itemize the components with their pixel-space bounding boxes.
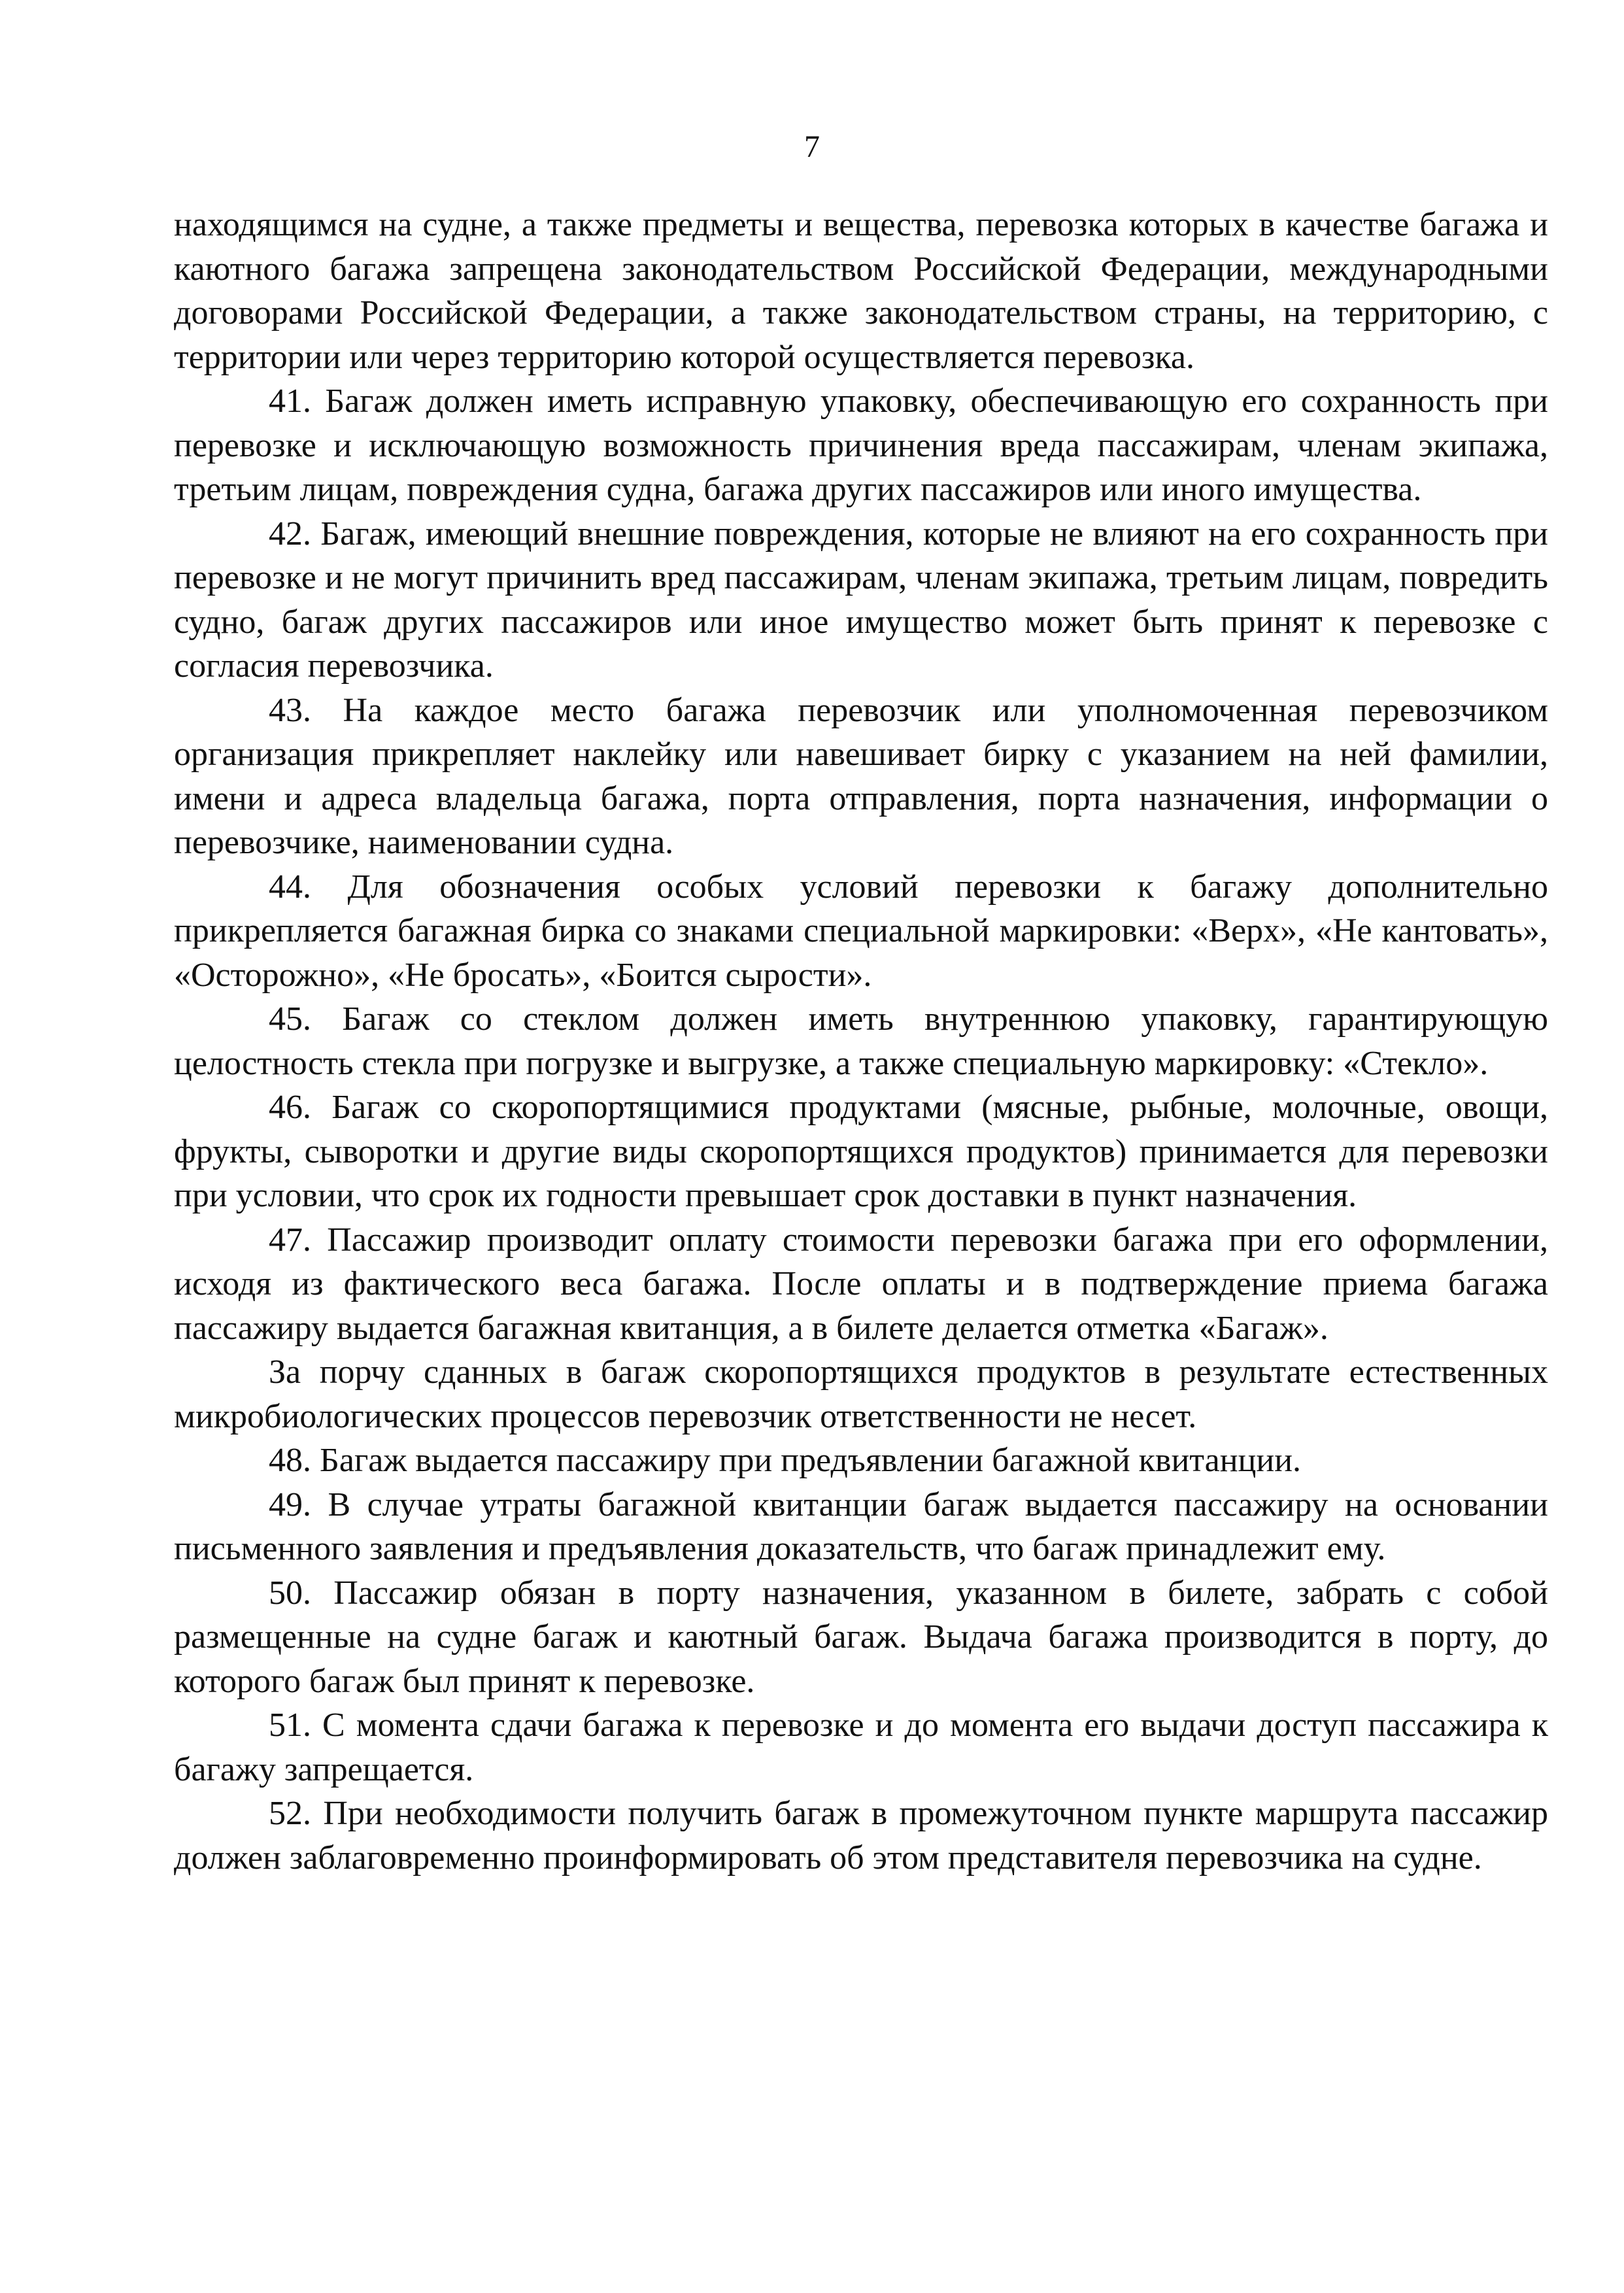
paragraph-41: 41. Багаж должен иметь исправную упаковку, обеспечивающую его сохранность при перевозке и исключающую возможность причинения вреда пассажирам, членам экипажа, третьим лицам, повреждения судна, багажа других пассажиров или иного имущества. bbox=[174, 382, 1548, 508]
document-body bbox=[174, 203, 1548, 1880]
paragraph-45: 45. Багаж со стеклом должен иметь внутреннюю упаковку, гарантирующую целостность стекла при погрузке и выгрузке, а также специальную маркировку: «Стекло». bbox=[174, 1000, 1548, 1082]
paragraph-52: 52. При необходимости получить багаж в промежуточном пункте маршрута пассажир должен заблаговременно проинформировать об этом представителя перевозчика на судне. bbox=[174, 1795, 1548, 1877]
page-number: 7 bbox=[804, 129, 820, 164]
paragraph-43: 43. На каждое место багажа перевозчик или уполномоченная перевозчиком организация прикрепляет наклейку или навешивает бирку с указанием на ней фамилии, имени и адреса владельца багажа, порта отправления, порта назначения, информации о перевозчике, наименовании судна. bbox=[174, 691, 1548, 861]
paragraph-continuation: находящимся на судне, а также предметы и вещества, перевозка которых в качестве багажа и каютного багажа запрещена законодательством Российской Федерации, международными договорами Российской Федерации, а также законодательством страны, на территорию, с территории или через территорию которой осуществляется перевозка. bbox=[174, 206, 1548, 376]
paragraph-48: 48. Багаж выдается пассажиру при предъявлении багажной квитанции. bbox=[269, 1442, 1302, 1479]
paragraph-50: 50. Пассажир обязан в порту назначения, указанном в билете, забрать с собой размещенные на судне багаж и каютный багаж. Выдача багажа производится в порту, до которого багаж был принят к перевозке. bbox=[174, 1574, 1548, 1700]
paragraph-44: 44. Для обозначения особых условий перевозки к багажу дополнительно прикрепляется багажная бирка со знаками специальной маркировки: «Верх», «Не кантовать», «Осторожно», «Не бросать», «Боится сырости». bbox=[174, 868, 1548, 994]
paragraph-47: 47. Пассажир производит оплату стоимости перевозки багажа при его оформлении, исходя из фактического веса багажа. После оплаты и в подтверждение приема багажа пассажиру выдается багажная квитанция, а в билете делается отметка «Багаж». bbox=[174, 1221, 1548, 1347]
paragraph-46: 46. Багаж со скоропортящимися продуктами (мясные, рыбные, молочные, овощи, фрукты, сыворотки и другие виды скоропортящихся продуктов) принимается для перевозки при условии, что срок их годности превышает срок доставки в пункт назначения. bbox=[174, 1089, 1548, 1214]
paragraph-49: 49. В случае утраты багажной квитанции багаж выдается пассажиру на основании письменного заявления и предъявления доказательств, что багаж принадлежит ему. bbox=[174, 1486, 1548, 1567]
paragraph-42: 42. Багаж, имеющий внешние повреждения, которые не влияют на его сохранность при перевозке и не могут причинить вред пассажирам, членам экипажа, третьим лицам, повредить судно, багаж других пассажиров или иное имущество может быть принят к перевозке с согласия перевозчика. bbox=[174, 515, 1548, 685]
paragraph-47-note: За порчу сданных в багаж скоропортящихся продуктов в результате естественных микробиологических процессов перевозчик ответственности не несет. bbox=[174, 1353, 1548, 1435]
paragraph-51: 51. С момента сдачи багажа к перевозке и до момента его выдачи доступ пассажира к багажу запрещается. bbox=[174, 1707, 1548, 1788]
